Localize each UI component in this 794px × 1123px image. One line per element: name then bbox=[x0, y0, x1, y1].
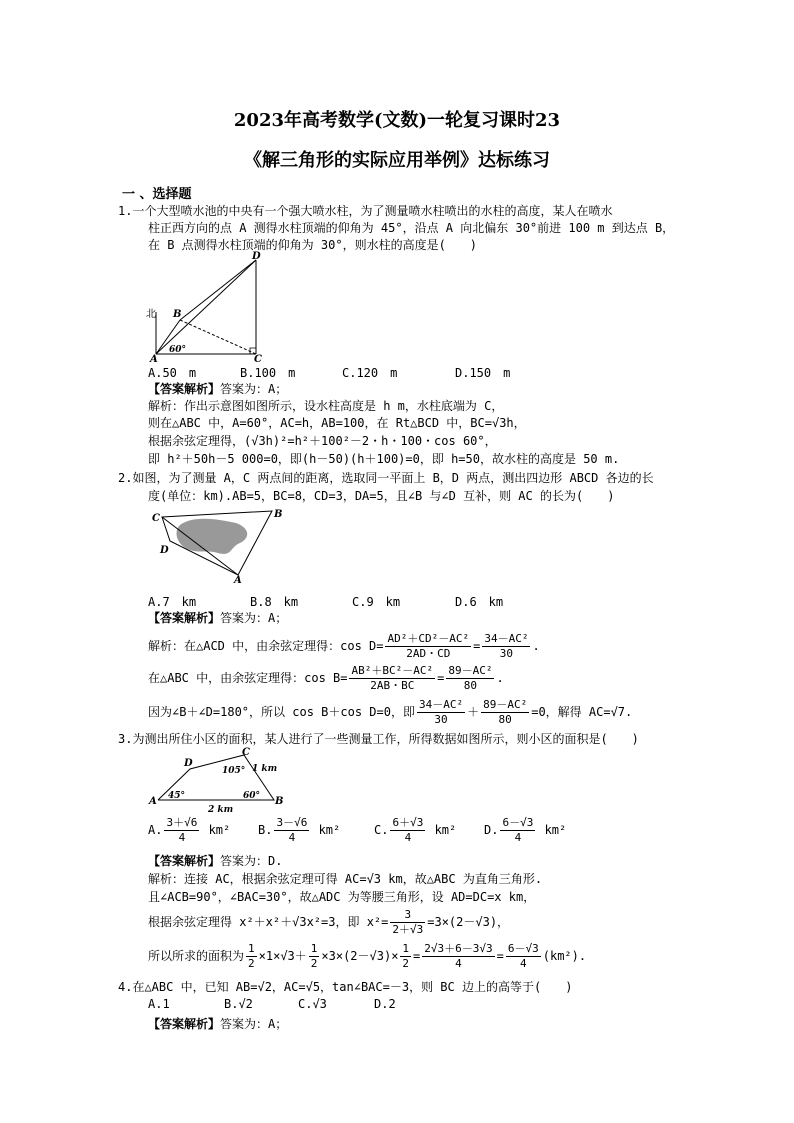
q2-fig-label-a: A bbox=[234, 575, 242, 585]
q2-sol1-pre: 解析：在△ACD 中，由余弦定理得：cos D= bbox=[148, 639, 384, 653]
q2-sol1-frac2-num: 34－AC² bbox=[484, 632, 529, 645]
q3-answer-value: 答案为：D. bbox=[220, 854, 283, 868]
q1-fig-label-north: 北 bbox=[146, 309, 156, 320]
q2-sol2-pre: 在△ABC 中，由余弦定理得：cos B= bbox=[148, 671, 348, 685]
q3-option-b bbox=[258, 816, 340, 845]
q2-fig-label-d: D bbox=[160, 545, 169, 556]
q1-figure bbox=[140, 250, 270, 365]
q3-sol4-half-3-den: 2 bbox=[402, 957, 410, 970]
q3-fig-label-b: B bbox=[275, 796, 284, 807]
q2-sol2-frac2-den: 80 bbox=[463, 679, 478, 692]
q3-sol4-mid2: ×3×(2－√3)× bbox=[321, 949, 399, 963]
q3-opt-a-label: A. bbox=[148, 823, 163, 837]
q3-opt-b-label: B. bbox=[258, 823, 273, 837]
q3-sol4-eq1: = bbox=[413, 949, 421, 963]
q3-fig-label-d: D bbox=[184, 758, 193, 769]
q2-sol2-frac1-num: AB²＋BC²－AC² bbox=[351, 664, 434, 677]
q2-sol1-frac1 bbox=[385, 632, 471, 661]
q2-sol1-frac1-den: 2AD・CD bbox=[406, 647, 451, 660]
q3-fig-label-ab: 2 km bbox=[208, 805, 234, 815]
q3-solution-3 bbox=[148, 906, 509, 938]
q2-sol3-frac1-den: 30 bbox=[434, 713, 448, 726]
q3-fig-label-angle-b: 60° bbox=[243, 791, 261, 801]
q2-fig-label-c: C bbox=[152, 513, 160, 524]
q1-solution-1: 解析：作出示意图如图所示，设水柱高度是 h m，水柱底端为 C， bbox=[148, 399, 504, 413]
q1-answer bbox=[148, 381, 287, 397]
q3-opt-d-frac bbox=[500, 816, 535, 845]
q3-sol4-half-3 bbox=[400, 942, 411, 971]
q2-solution-1: 解析：在△ACD 中，由余弦定理得：cos D= $\frac{\text{AD²＋CD²－AC²}}{2AD・CD}$ = $\frac{\text{34－AC²}}{30}$ . bbox=[148, 632, 540, 660]
q3-sol4-half-1-den: 2 bbox=[248, 957, 255, 970]
q3-sol4-frac2-den: 4 bbox=[520, 957, 527, 970]
q2-sol3-frac2 bbox=[481, 698, 529, 727]
q2-option-d: D.6 km bbox=[455, 595, 504, 609]
q3-sol4-pre: 所以所求的面积为 bbox=[148, 949, 245, 963]
q2-solution-2: 在△ABC 中，由余弦定理得：cos B= $\frac{\text{AB²＋BC²－AC²}}{2AB・BC}$ = $\frac{\text{89－AC²}}{80}$ . bbox=[148, 664, 504, 692]
q3-sol4-frac2-num: 6－√3 bbox=[507, 942, 539, 955]
q1-solution-2: 则在△ABC 中，A=60°，AC=h，AB=100，在 Rt△BCD 中，BC=√3h， bbox=[148, 416, 526, 430]
q1-fig-label-b: B bbox=[173, 309, 182, 320]
q3-opt-a-den: 4 bbox=[178, 831, 186, 844]
q3-sol4-mid1: ×1×√3＋ bbox=[258, 949, 307, 963]
q3-sol4-half-2 bbox=[309, 942, 320, 971]
page-title: 2023年高考数学(文数)一轮复习课时23 bbox=[233, 110, 561, 131]
q2-answer bbox=[148, 610, 287, 626]
q1-answer-value: 答案为：A； bbox=[220, 382, 288, 396]
q3-opt-b-num: 3－√6 bbox=[276, 816, 308, 829]
q3-fig-label-bc: 1 km bbox=[252, 764, 278, 774]
q1-fig-label-a: A bbox=[150, 354, 158, 365]
q3-opt-a-num: 3＋√6 bbox=[166, 816, 198, 829]
q3-option-a bbox=[148, 816, 230, 845]
q2-solution-3: 因为∠B＋∠D=180°，所以 cos B＋cos D=0，即 $\frac{\text{34－AC²}}{30}$ ＋ $\frac{\text{89－AC²}}{80}$ =0，解得 AC=√7. bbox=[148, 698, 633, 726]
q2-sol3-frac2-den: 80 bbox=[498, 713, 512, 726]
q1-text-1: 1.一个大型喷水池的中央有一个强大喷水柱，为了测量喷水柱喷出的水柱的高度，某人在喷水 bbox=[118, 204, 613, 218]
q2-sol1-frac1-num: AD²＋CD²－AC² bbox=[387, 632, 470, 645]
q1-solution-4: 即 h²＋50h－5 000=0，即(h－50)(h＋100)=0，即 h=50，故水柱的高度是 50 m. bbox=[148, 452, 620, 466]
q3-opt-c-label: C. bbox=[374, 823, 389, 837]
q3-fig-label-c: C bbox=[242, 747, 250, 758]
q3-sol4-half-2-num: 1 bbox=[310, 942, 318, 955]
q1-option-a: A.50 m bbox=[148, 366, 197, 380]
q3-opt-b-frac bbox=[274, 816, 309, 845]
q3-sol3-pre: 根据余弦定理得 x²＋x²＋√3x²=3，即 x²= bbox=[148, 915, 389, 929]
q3-opt-c-frac bbox=[390, 816, 425, 845]
q3-opt-a-frac bbox=[164, 816, 199, 845]
q2-answer-value: 答案为：A； bbox=[220, 611, 288, 625]
q2-answer-label: 【答案解析】 bbox=[148, 611, 221, 625]
q2-sol2-frac2 bbox=[446, 664, 494, 693]
q3-option-c bbox=[374, 816, 456, 845]
q4-option-a: A.1 bbox=[148, 997, 170, 1011]
q3-solution-2: 且∠ACB=90°，∠BAC=30°，故△ADC 为等腰三角形，设 AD=DC=x km， bbox=[148, 890, 536, 904]
q3-figure bbox=[148, 747, 288, 817]
q3-opt-c-den: 4 bbox=[404, 831, 412, 844]
q2-option-a: A.7 km bbox=[148, 595, 197, 609]
q2-sol2-frac1-den: 2AB・BC bbox=[370, 679, 415, 692]
q2-option-c: C.9 km bbox=[352, 595, 401, 609]
q3-opt-d-unit: km² bbox=[544, 823, 567, 837]
q3-answer bbox=[148, 853, 282, 869]
q2-sol2-frac1 bbox=[349, 664, 435, 693]
q1-text-2: 柱正西方向的点 A 测得水柱顶端的仰角为 45°，沿点 A 向北偏东 30°前进 100 m 到达点 B， bbox=[148, 221, 675, 235]
q3-answer-label: 【答案解析】 bbox=[148, 854, 221, 868]
q2-sol3-post: =0，解得 AC=√7. bbox=[531, 705, 633, 719]
q3-sol3-den: 2＋√3 bbox=[392, 923, 424, 936]
q3-solution-4 bbox=[148, 940, 586, 972]
q3-opt-b-den: 4 bbox=[288, 831, 296, 844]
q3-opt-b-unit: km² bbox=[318, 823, 341, 837]
q1-text-3: 在 B 点测得水柱顶端的仰角为 30°，则水柱的高度是( ) bbox=[148, 238, 478, 252]
q3-opt-a-unit: km² bbox=[208, 823, 231, 837]
q1-solution-3: 根据余弦定理得，(√3h)²=h²＋100²－2・h・100・cos 60°， bbox=[148, 434, 497, 448]
q3-sol4-frac2 bbox=[506, 942, 541, 971]
q3-opt-c-num: 6＋√3 bbox=[392, 816, 424, 829]
q1-option-c: C.120 m bbox=[342, 366, 398, 380]
q3-fig-label-angle-a: 45° bbox=[168, 791, 186, 801]
q1-option-b: B.100 m bbox=[240, 366, 296, 380]
q2-sol3-frac1-num: 34－AC² bbox=[418, 698, 464, 711]
q1-answer-label: 【答案解析】 bbox=[148, 382, 221, 396]
q3-option-d bbox=[484, 816, 566, 845]
q2-text-2: 度(单位：km).AB=5，BC=8，CD=3，DA=5，且∠B 与∠D 互补，则 AC 的长为( ) bbox=[148, 489, 615, 503]
q3-sol3-frac bbox=[390, 908, 425, 937]
q2-sol1-frac2 bbox=[482, 632, 530, 661]
q3-sol4-half-3-num: 1 bbox=[402, 942, 410, 955]
q4-text-1: 4.在△ABC 中，已知 AB=√2，AC=√5，tan∠BAC=－3，则 BC 边上的高等于( ) bbox=[118, 980, 573, 994]
q3-opt-d-num: 6－√3 bbox=[502, 816, 534, 829]
page-subtitle: 《解三角形的实际应用举例》达标练习 bbox=[244, 150, 550, 171]
q4-option-d: D.2 bbox=[374, 997, 396, 1011]
q3-text-1: 3.为测出所住小区的面积，某人进行了一些测量工作，所得数据如图所示，则小区的面积是( ) bbox=[118, 732, 639, 746]
q2-sol3-frac1 bbox=[417, 698, 465, 727]
q4-option-c: C.√3 bbox=[298, 997, 327, 1011]
q3-sol4-half-1 bbox=[246, 942, 257, 971]
q2-sol3-frac2-num: 89－AC² bbox=[483, 698, 528, 711]
q2-sol1-frac2-den: 30 bbox=[499, 647, 514, 660]
q1-fig-label-c: C bbox=[254, 354, 262, 365]
q2-fig-label-b: B bbox=[274, 509, 283, 520]
q3-sol4-frac1-den: 4 bbox=[455, 957, 462, 970]
q3-sol3-post: =3×(2－√3)， bbox=[427, 915, 510, 929]
q2-sol2-frac2-num: 89－AC² bbox=[448, 664, 493, 677]
q3-sol4-frac1 bbox=[422, 942, 494, 971]
q3-fig-label-a: A bbox=[149, 796, 157, 807]
q2-option-b: B.8 km bbox=[250, 595, 299, 609]
section-heading: 一 、选择题 bbox=[122, 187, 192, 202]
q4-answer-label: 【答案解析】 bbox=[148, 1017, 221, 1031]
q2-sol3-pre: 因为∠B＋∠D=180°，所以 cos B＋cos D=0，即 bbox=[148, 705, 415, 719]
q4-option-b: B.√2 bbox=[224, 997, 253, 1011]
q2-text-1: 2.如图，为了测量 A，C 两点间的距离，选取同一平面上 B，D 两点，测出四边形 ABCD 各边的长 bbox=[118, 471, 654, 485]
q1-fig-label-angle: 60° bbox=[169, 345, 187, 355]
q3-opt-d-label: D. bbox=[484, 823, 499, 837]
q3-sol3-num: 3 bbox=[390, 908, 425, 923]
q3-sol4-half-1-num: 1 bbox=[248, 942, 255, 955]
q3-opt-d-den: 4 bbox=[514, 831, 522, 844]
q1-option-d: D.150 m bbox=[455, 366, 511, 380]
q3-sol4-eq2: = bbox=[496, 949, 504, 963]
q3-solution-1: 解析：连接 AC，根据余弦定理可得 AC=√3 km，故△ABC 为直角三角形. bbox=[148, 872, 543, 886]
q4-answer bbox=[148, 1016, 287, 1032]
q3-sol4-post: (km²). bbox=[542, 949, 587, 963]
q3-fig-label-angle-c: 105° bbox=[222, 766, 246, 776]
q3-sol4-half-2-den: 2 bbox=[310, 957, 318, 970]
q3-sol4-frac1-num: 2√3＋6－3√3 bbox=[424, 942, 493, 955]
q2-figure bbox=[148, 505, 283, 585]
q4-answer-value: 答案为：A； bbox=[220, 1017, 288, 1031]
q1-fig-label-d: D bbox=[252, 251, 261, 262]
q3-opt-c-unit: km² bbox=[434, 823, 457, 837]
